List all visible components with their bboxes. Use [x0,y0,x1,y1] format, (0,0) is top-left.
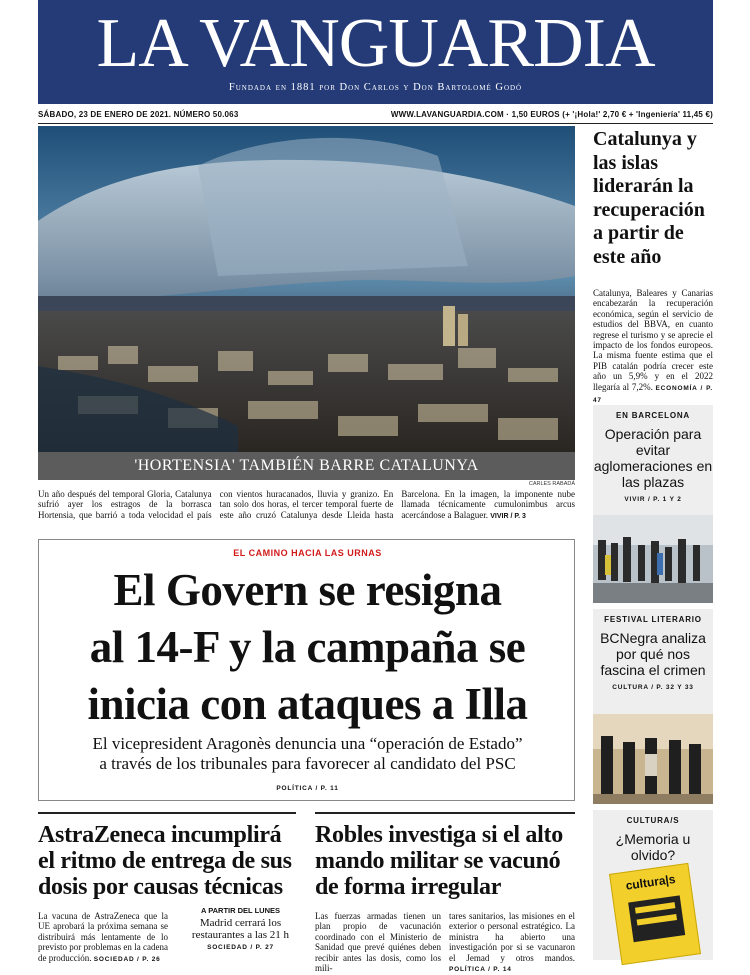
barcelona-photo[interactable] [593,515,713,603]
main-story[interactable] [38,539,575,801]
cultura-label: CULTURA/S [626,816,680,825]
photo-story-body: Un año después del temporal Gloria, Catalunya sufrió ayer los estragos de la borrasca Hortensia, que barrió a toda velocidad el país con vientos huracanados, lluvia y granizo. En tan solo dos horas, el tercer temporal fuerte de este año cruzó Catalunya desde Lleida hasta Barcelona. En la imagen, la imponente nube llamada técnicamente cumulonimbus arcus acercándose a Balaguer. [38,489,575,520]
festival-title: BCNegra analiza por qué nos fascina el crimen [600,630,706,678]
robles-text-col1: Las fuerzas armadas tienen un plan propio de vacunación coordinado con el Ministerio de Sanidad que prevé quiénes deben recibir antes las dosis, como los mili- [315,911,441,974]
barcelona-ref[interactable]: VIVIR / P. 1 Y 2 [624,496,682,503]
festival-box[interactable] [593,609,713,714]
cultura-title: ¿Memoria u olvido? [615,831,691,863]
photo-story-text [38,489,575,522]
astrazeneca-text [38,911,168,965]
storm-photo[interactable] [38,126,575,452]
astrazeneca-body: La vacuna de AstraZeneca que la UE aprobará la próxima semana se distribuirá más lentamente de lo previsto por problemas en la cadena de producción. [38,911,168,963]
photo-caption-bar[interactable]: 'HORTENSIA' TAMBIÉN BARRE CATALUNYA [38,452,575,480]
sidebar-lead-headline[interactable]: Catalunya y las islas liderarán la recuperación a partir de este año [593,128,705,268]
masthead [38,0,713,104]
dateline [38,110,713,122]
headline-line: inicia con ataques a Illa [87,679,528,729]
deck-line: a través de los tribunales para favorecer al candidato del PSC [99,754,516,773]
madrid-ref[interactable]: SOCIEDAD / P. 27 [207,944,274,951]
issue-date: SÁBADO, 23 DE ENERO DE 2021. NÚMERO 50.063 [38,110,239,119]
robles-rule [315,812,575,814]
festival-ref[interactable]: CULTURA / P. 32 Y 33 [612,684,694,691]
robles-text-col2 [449,911,575,975]
dateline-rule [38,123,713,124]
photo-credit: CARLES RABADÁ [528,481,575,487]
main-deck [39,734,576,774]
cultura-box[interactable] [593,810,713,960]
cultura-magazine-cover[interactable] [609,863,701,965]
sidebar-lead-text [593,288,713,406]
newspaper-logo[interactable]: LA VANGUARDIA [96,5,655,82]
website-and-price[interactable]: WWW.LAVANGUARDIA.COM · 1,50 EUROS (+ '¡Hola!' 2,70 € + 'Ingeniería' 11,45 €) [390,110,713,119]
astrazeneca-rule [38,812,296,814]
photo-story-ref[interactable]: VIVIR / P. 3 [490,512,526,520]
deck-line: El vicepresident Aragonès denuncia una “operación de Estado” [92,734,523,753]
robles-body: tares sanitarios, las misiones en el exterior o personal estratégico. La ministra ha abierto una investigación por si se vacunaron el Jemad y otros mandos. [449,911,575,963]
madrid-title: Madrid cerrará los restaurantes a las 21 h [191,917,290,941]
barcelona-label: EN BARCELONA [615,411,691,420]
robles-ref[interactable]: POLÍTICA / P. 14 [449,966,512,974]
main-ref[interactable]: POLÍTICA / P. 11 [276,785,339,792]
main-headline[interactable] [39,562,576,733]
astrazeneca-ref[interactable]: SOCIEDAD / P. 26 [93,955,161,963]
barcelona-title: Operación para evitar aglomeraciones en las plazas [593,426,713,490]
barcelona-box[interactable] [593,405,713,515]
festival-photo[interactable] [593,714,713,804]
headline-line: al 14-F y la campaña se [89,622,526,672]
robles-headline[interactable]: Robles investiga si el alto mando militar se vacunó de forma irregular [315,822,563,900]
sidebar-lead-body: Catalunya, Baleares y Canarias encabezarán la recuperación económica, según el servicio de estudios del BBVA, en cuanto regrese el turismo y se aprecie el impacto de los fondos europeos. La misma fuente estima que el PIB catalán podría crecer este año un 5,9% y en el 2022 llegaría al 7,2%. [593,288,713,392]
madrid-teaser[interactable] [178,906,303,960]
masthead-tagline: Fundada en 1881 por Don Carlos y Don Bartolomé Godó [228,82,523,93]
astrazeneca-headline[interactable]: AstraZeneca incumplirá el ritmo de entrega de sus dosis por causas técnicas [38,822,292,900]
madrid-kicker: A PARTIR DEL LUNES [200,906,281,915]
cultura-magazine-title: cultura|s [624,871,677,893]
headline-line: El Govern se resigna [113,565,502,615]
sidebar-lead-ref[interactable]: ECONOMÍA / P. 47 [593,384,713,405]
festival-label: FESTIVAL LITERARIO [604,615,702,624]
main-kicker: EL CAMINO HACIA LAS URNAS [233,548,382,558]
